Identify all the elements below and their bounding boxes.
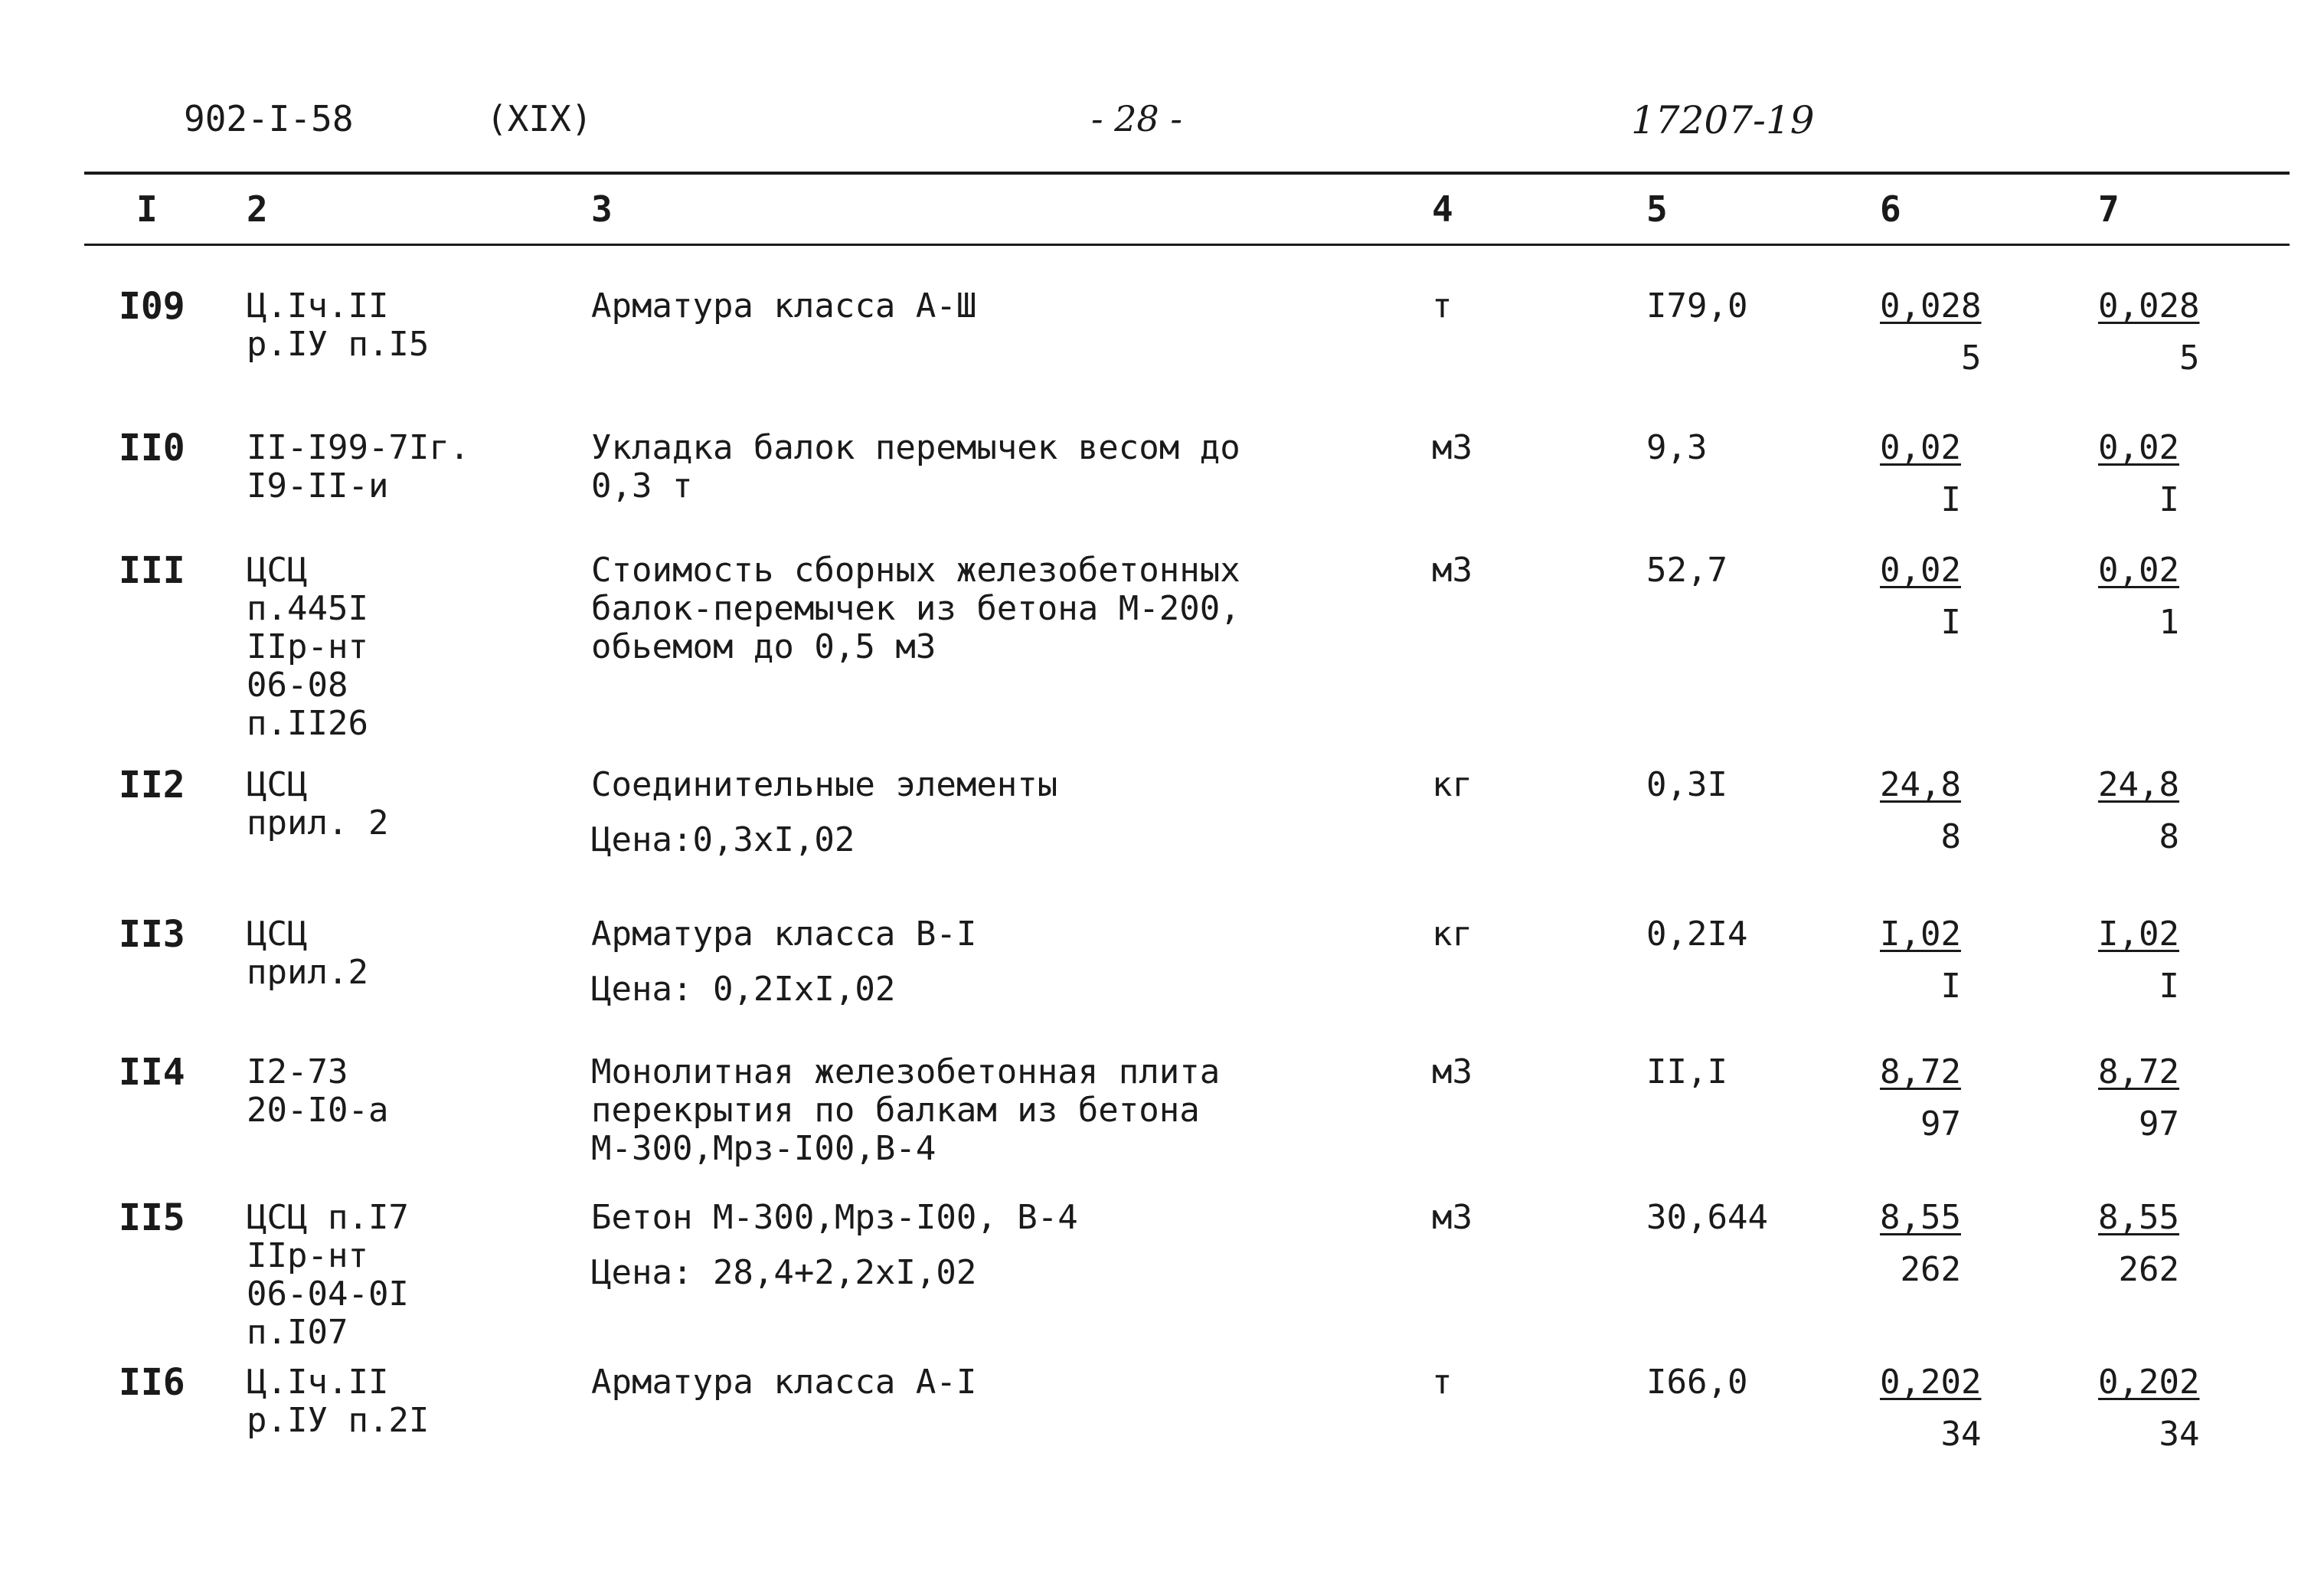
reference-line: ЦСЦ (247, 915, 308, 954)
reference-line: Ц.Iч.II (247, 286, 389, 326)
reference-line: ЦСЦ (247, 551, 308, 590)
unit-cell: кг (1432, 765, 1473, 804)
reference-line: IIр-нт (247, 1236, 368, 1275)
reference-line: Ц.Iч.II (247, 1363, 389, 1402)
unit-cost-cell (1880, 1053, 1961, 1144)
page-number: - 28 - (1091, 98, 1182, 139)
unit-cell: м3 (1432, 428, 1473, 467)
unit-cell: м3 (1432, 1052, 1473, 1091)
reference-line: I9-II-и (247, 466, 389, 506)
cost-denominator: 5 (2179, 339, 2200, 378)
total-cost-cell (2098, 429, 2179, 519)
item-number: II6 (119, 1361, 185, 1404)
reference-line: II-I99-7Iг. (247, 428, 470, 467)
quantity-cell: I66,0 (1646, 1363, 1748, 1402)
item-number: III (119, 549, 185, 592)
cost-denominator: I (2159, 480, 2179, 519)
cost-fraction (2098, 1199, 2179, 1289)
unit-cost-cell (1880, 429, 1961, 519)
total-cost-cell (2098, 287, 2199, 378)
description-cell (591, 1199, 1078, 1292)
cost-fraction (2098, 1053, 2179, 1144)
description-line: перекрытия по балкам из бетона (591, 1091, 1200, 1130)
item-number: II5 (119, 1196, 185, 1239)
total-cost-cell (2098, 1363, 2199, 1454)
description-cell (591, 287, 976, 326)
section-label: (XIX) (486, 98, 593, 139)
cost-numerator: 0,202 (2098, 1363, 2200, 1402)
cost-numerator: 8,72 (2098, 1052, 2179, 1091)
description-cell (591, 1363, 976, 1402)
cost-denominator: 5 (1960, 339, 1982, 378)
cost-denominator: I (1940, 603, 1961, 642)
cost-denominator: 1 (2159, 603, 2179, 642)
cost-numerator: I,02 (1880, 915, 1961, 954)
price-formula: Цена:0,3хI,02 (591, 820, 855, 859)
cost-numerator: 0,02 (1880, 551, 1961, 590)
cost-fraction (1880, 429, 1961, 519)
column-header-7: 7 (2098, 188, 2120, 230)
document-code: 902-I-58 (184, 98, 354, 139)
description-line: Арматура класса А-I (591, 1363, 977, 1402)
cost-numerator: 0,028 (1880, 286, 1982, 326)
price-formula: Цена: 0,2IхI,02 (591, 970, 896, 1009)
quantity-cell: 52,7 (1646, 551, 1727, 590)
reference-cell (247, 915, 368, 992)
reference-line: прил.2 (247, 953, 368, 992)
total-cost-cell (2098, 1199, 2179, 1289)
quantity-cell: 30,644 (1646, 1198, 1768, 1237)
unit-cost-cell (1880, 287, 1981, 378)
total-cost-cell (2098, 766, 2179, 856)
reference-cell (247, 1199, 409, 1352)
unit-cost-cell (1880, 551, 1961, 642)
reference-cell (247, 287, 429, 364)
cost-fraction (1880, 551, 1961, 642)
total-cost-cell (2098, 1053, 2179, 1144)
reference-line: ЦСЦ п.I7 (247, 1198, 409, 1237)
description-cell (591, 766, 1057, 859)
quantity-cell: 9,3 (1646, 428, 1708, 467)
column-header-1: I (136, 188, 158, 230)
reference-line: п.445I (247, 589, 368, 628)
cost-denominator: I (2159, 967, 2179, 1006)
unit-cell: т (1432, 286, 1453, 326)
cost-numerator: 24,8 (2098, 765, 2179, 804)
cost-denominator: 8 (1940, 817, 1961, 856)
unit-cost-cell (1880, 1363, 1981, 1454)
reference-line: 06-08 (247, 666, 348, 705)
cost-denominator: 97 (2138, 1104, 2179, 1144)
cost-fraction (1880, 287, 1981, 378)
column-header-4: 4 (1432, 188, 1453, 230)
reference-line: I2-73 (247, 1052, 348, 1091)
cost-denominator: 8 (2159, 817, 2179, 856)
reference-line: п.II26 (247, 704, 368, 743)
description-line: Соединительные элементы (591, 765, 1058, 804)
document-number: 17207-19 (1631, 98, 1815, 142)
description-line: Стоимость сборных железобетонных (591, 551, 1240, 590)
reference-cell (247, 766, 388, 843)
column-header-rule (84, 244, 2290, 246)
cost-fraction (2098, 287, 2199, 378)
description-line: Арматура класса В-I (591, 915, 977, 954)
description-line: Арматура класса А-Ш (591, 286, 977, 326)
reference-line: р.IУ п.I5 (247, 325, 430, 364)
cost-fraction (2098, 1363, 2199, 1454)
cost-fraction (1880, 766, 1961, 856)
cost-fraction (1880, 1199, 1961, 1289)
column-header-3: 3 (591, 188, 613, 230)
reference-line: 20-I0-а (247, 1091, 389, 1130)
unit-cell: м3 (1432, 1198, 1473, 1237)
cost-numerator: 8,72 (1880, 1052, 1961, 1091)
reference-line: р.IУ п.2I (247, 1401, 430, 1440)
reference-line: IIр-нт (247, 627, 368, 666)
description-cell (591, 551, 1240, 666)
item-number: II3 (119, 913, 185, 956)
unit-cell: кг (1432, 915, 1473, 954)
reference-line: 06-04-0I (247, 1275, 409, 1314)
description-line: Укладка балок перемычек весом до (591, 428, 1240, 467)
unit-cost-cell (1880, 915, 1961, 1006)
description-cell (591, 915, 976, 1009)
quantity-cell: II,I (1646, 1052, 1727, 1091)
cost-fraction (1880, 1363, 1981, 1454)
quantity-cell: I79,0 (1646, 286, 1748, 326)
cost-denominator: 34 (1940, 1415, 1982, 1454)
cost-denominator: 34 (2159, 1415, 2200, 1454)
price-formula: Цена: 28,4+2,2хI,02 (591, 1253, 977, 1292)
reference-line: ЦСЦ (247, 765, 308, 804)
reference-cell (247, 551, 368, 743)
header-rule (84, 172, 2290, 175)
cost-denominator: 97 (1920, 1104, 1961, 1144)
item-number: I09 (119, 285, 185, 328)
cost-numerator: 0,202 (1880, 1363, 1982, 1402)
reference-line: п.I07 (247, 1313, 348, 1352)
unit-cell: т (1432, 1363, 1453, 1402)
cost-fraction (2098, 551, 2179, 642)
cost-fraction (2098, 915, 2179, 1006)
cost-denominator: I (1940, 480, 1961, 519)
total-cost-cell (2098, 915, 2179, 1006)
cost-denominator: 262 (1900, 1250, 1961, 1289)
cost-fraction (2098, 766, 2179, 856)
column-header-2: 2 (247, 188, 268, 230)
description-line: Бетон М-300,Мрз-I00, В-4 (591, 1198, 1078, 1237)
cost-numerator: 0,02 (2098, 551, 2179, 590)
description-cell (591, 429, 1240, 506)
description-line: 0,3 т (591, 466, 693, 506)
cost-fraction (1880, 1053, 1961, 1144)
description-line: балок-перемычек из бетона М-200, (591, 589, 1240, 628)
cost-fraction (2098, 429, 2179, 519)
total-cost-cell (2098, 551, 2179, 642)
description-line: обьемом до 0,5 м3 (591, 627, 936, 666)
reference-cell (247, 429, 469, 506)
item-number: II4 (119, 1051, 185, 1094)
unit-cell: м3 (1432, 551, 1473, 590)
reference-line: прил. 2 (247, 803, 389, 843)
cost-denominator: I (1940, 967, 1961, 1006)
quantity-cell: 0,3I (1646, 765, 1727, 804)
description-line: М-300,Мрз-I00,В-4 (591, 1129, 936, 1168)
cost-numerator: 8,55 (1880, 1198, 1961, 1237)
item-number: II2 (119, 764, 185, 807)
cost-fraction (1880, 915, 1961, 1006)
item-number: II0 (119, 427, 185, 470)
column-header-6: 6 (1880, 188, 1901, 230)
cost-numerator: 8,55 (2098, 1198, 2179, 1237)
cost-numerator: I,02 (2098, 915, 2179, 954)
reference-cell (247, 1363, 429, 1440)
cost-numerator: 0,028 (2098, 286, 2200, 326)
cost-numerator: 24,8 (1880, 765, 1961, 804)
cost-numerator: 0,02 (2098, 428, 2179, 467)
cost-denominator: 262 (2118, 1250, 2179, 1289)
quantity-cell: 0,2I4 (1646, 915, 1748, 954)
unit-cost-cell (1880, 1199, 1961, 1289)
description-line: Монолитная железобетонная плита (591, 1052, 1221, 1091)
description-cell (591, 1053, 1220, 1168)
column-header-5: 5 (1646, 188, 1668, 230)
cost-numerator: 0,02 (1880, 428, 1961, 467)
unit-cost-cell (1880, 766, 1961, 856)
reference-cell (247, 1053, 388, 1130)
